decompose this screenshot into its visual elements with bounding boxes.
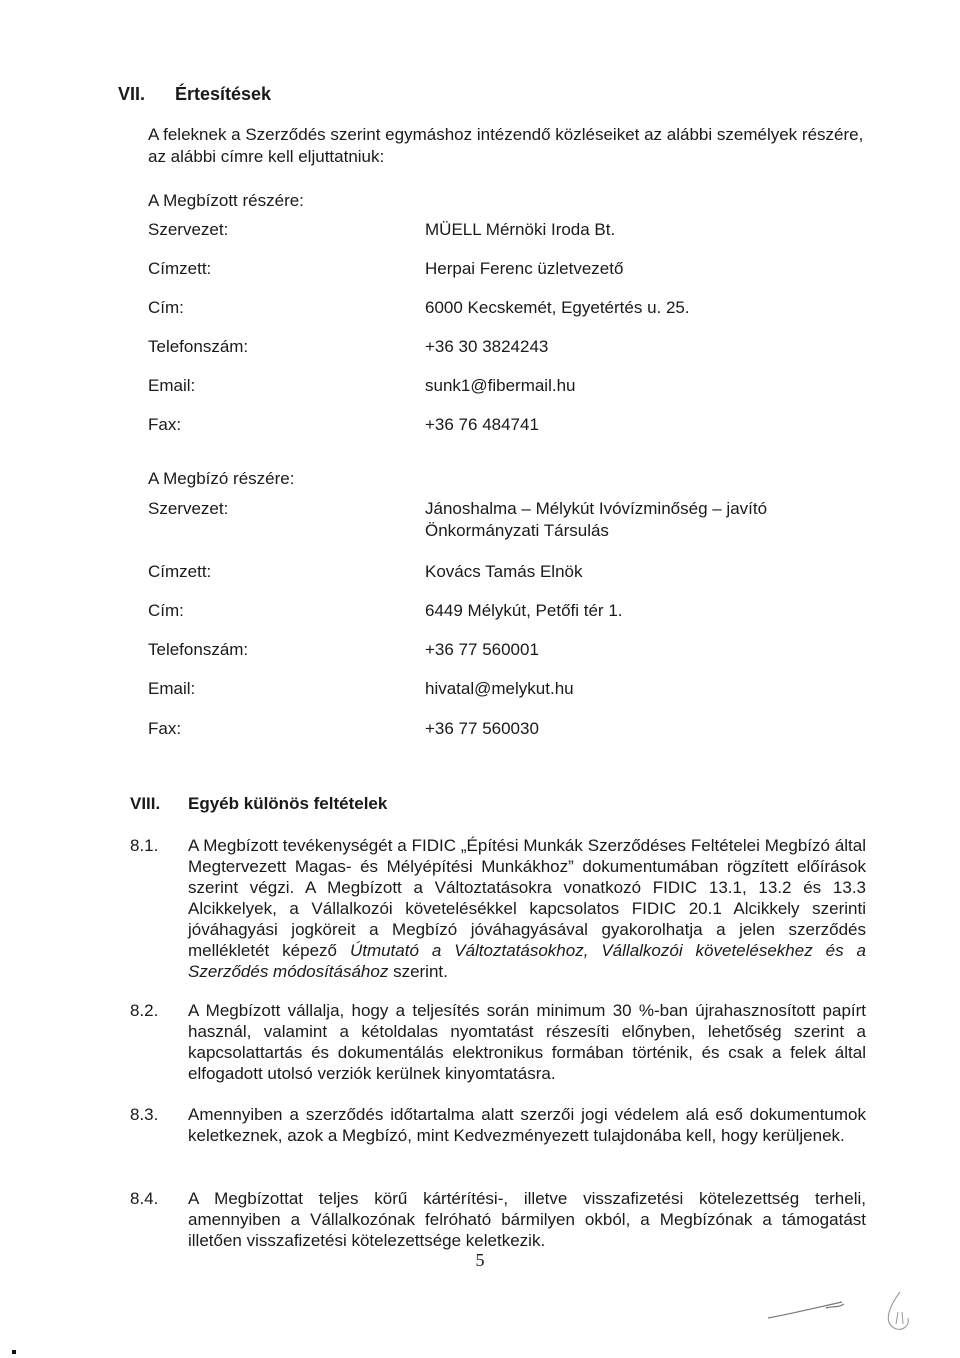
field-value: 6449 Mélykút, Petőfi tér 1.: [425, 601, 623, 620]
field-label: Cím:: [148, 298, 184, 317]
field-value: sunk1@fibermail.hu: [425, 376, 576, 395]
paragraph-tail: szerint.: [388, 962, 448, 981]
paragraph-number: 8.1.: [130, 836, 159, 855]
section-8-title: Egyéb különös feltételek: [188, 794, 388, 813]
field-label: Címzett:: [148, 562, 212, 581]
field-label: Cím:: [148, 601, 184, 620]
field-label: Szervezet:: [148, 220, 229, 239]
field-label: Szervezet:: [148, 499, 229, 518]
field-label: Fax:: [148, 415, 182, 434]
field-label: Email:: [148, 679, 196, 698]
section-8-number: VIII.: [130, 794, 161, 813]
field-label: Fax:: [148, 719, 182, 738]
agent-heading: A Megbízott részére:: [148, 191, 304, 210]
paragraph-text: A Megbízottat teljes körű kártérítési-, illetve visszafizetési kötelezettség terheli, amennyiben a Vállalkozónak felróható bármilyen okból, a Megbízónak a támogatást illetően visszafizetési kötelezettsége keletkezik.: [188, 1189, 866, 1250]
field-label: Email:: [148, 376, 196, 395]
scan-mark: [12, 1350, 16, 1354]
paragraph-body: A Megbízott tevékenységét a FIDIC „Építési Munkák Szerződéses Feltételei Megbízó által Megtervezett Magas- és Mélyépítési Munkákhoz” dokumentumában rögzített előírások szerint végzi. A Megbízott a Változtatásokra vonatkozó FIDIC 13.1, 13.2 és 13.3 Alcikkelyek, a Vállalkozói követelésékkel kapcsolatos FIDIC 20.1 Alcikkely szerinti jóváhagyási jogköreit a Megbízó jóváhagyásával gyakorolhatja a jelen szerződés mellékletét képező: [188, 836, 866, 960]
paragraph-text: A Megbízott vállalja, hogy a teljesítés során minimum 30 %-ban újrahasznosított papírt használ, valamint a kétoldalas nyomtatást részesíti előnyben, lehetőség szerint a kapcsolattartás és dokumentálás elektronikus formában történik, és csak a felek által elfogadott utolsó verziók kerülnek kinyomtatásra.: [188, 1001, 866, 1083]
field-value: hivatal@melykut.hu: [425, 679, 574, 698]
field-value: +36 30 3824243: [425, 337, 549, 356]
principal-heading: A Megbízó részére:: [148, 469, 295, 488]
paragraph-text: [188, 835, 866, 982]
field-label: Címzett:: [148, 259, 212, 278]
section-7-number: VII.: [118, 84, 146, 104]
field-value: Kovács Tamás Elnök: [425, 562, 583, 581]
handwritten-initials: [760, 1278, 920, 1338]
section-7-title: Értesítések: [175, 84, 272, 104]
field-value: +36 76 484741: [425, 415, 539, 434]
field-label: Telefonszám:: [148, 337, 249, 356]
paragraph-number: 8.2.: [130, 1001, 159, 1020]
field-value: +36 77 560030: [425, 719, 539, 738]
field-value: MÜELL Mérnöki Iroda Bt.: [425, 220, 616, 239]
field-value: 6000 Kecskemét, Egyetértés u. 25.: [425, 298, 690, 317]
paragraph-italic-title: Útmutató a Változtatásokhoz, Vállalkozói követelésekhez és a Szerződés módosításához: [188, 941, 866, 981]
paragraph-number: 8.3.: [130, 1105, 159, 1124]
paragraph-text: Amennyiben a szerződés időtartalma alatt szerzői jogi védelem alá eső dokumentumok keletkeznek, azok a Megbízó, mint Kedvezményezett tulajdonába kell, hogy kerüljenek.: [188, 1105, 866, 1145]
field-value: Jánoshalma – Mélykút Ivóvízminőség – javító Önkormányzati Társulás: [425, 499, 768, 540]
page-number: 5: [475, 1250, 485, 1270]
paragraph-number: 8.4.: [130, 1189, 159, 1208]
section-7-intro: A feleknek a Szerződés szerint egymáshoz intézendő közléseiket az alábbi személyek részére, az alábbi címre kell eljuttatniuk:: [148, 125, 864, 166]
field-value: +36 77 560001: [425, 640, 539, 659]
field-label: Telefonszám:: [148, 640, 249, 659]
field-value: Herpai Ferenc üzletvezető: [425, 259, 624, 278]
